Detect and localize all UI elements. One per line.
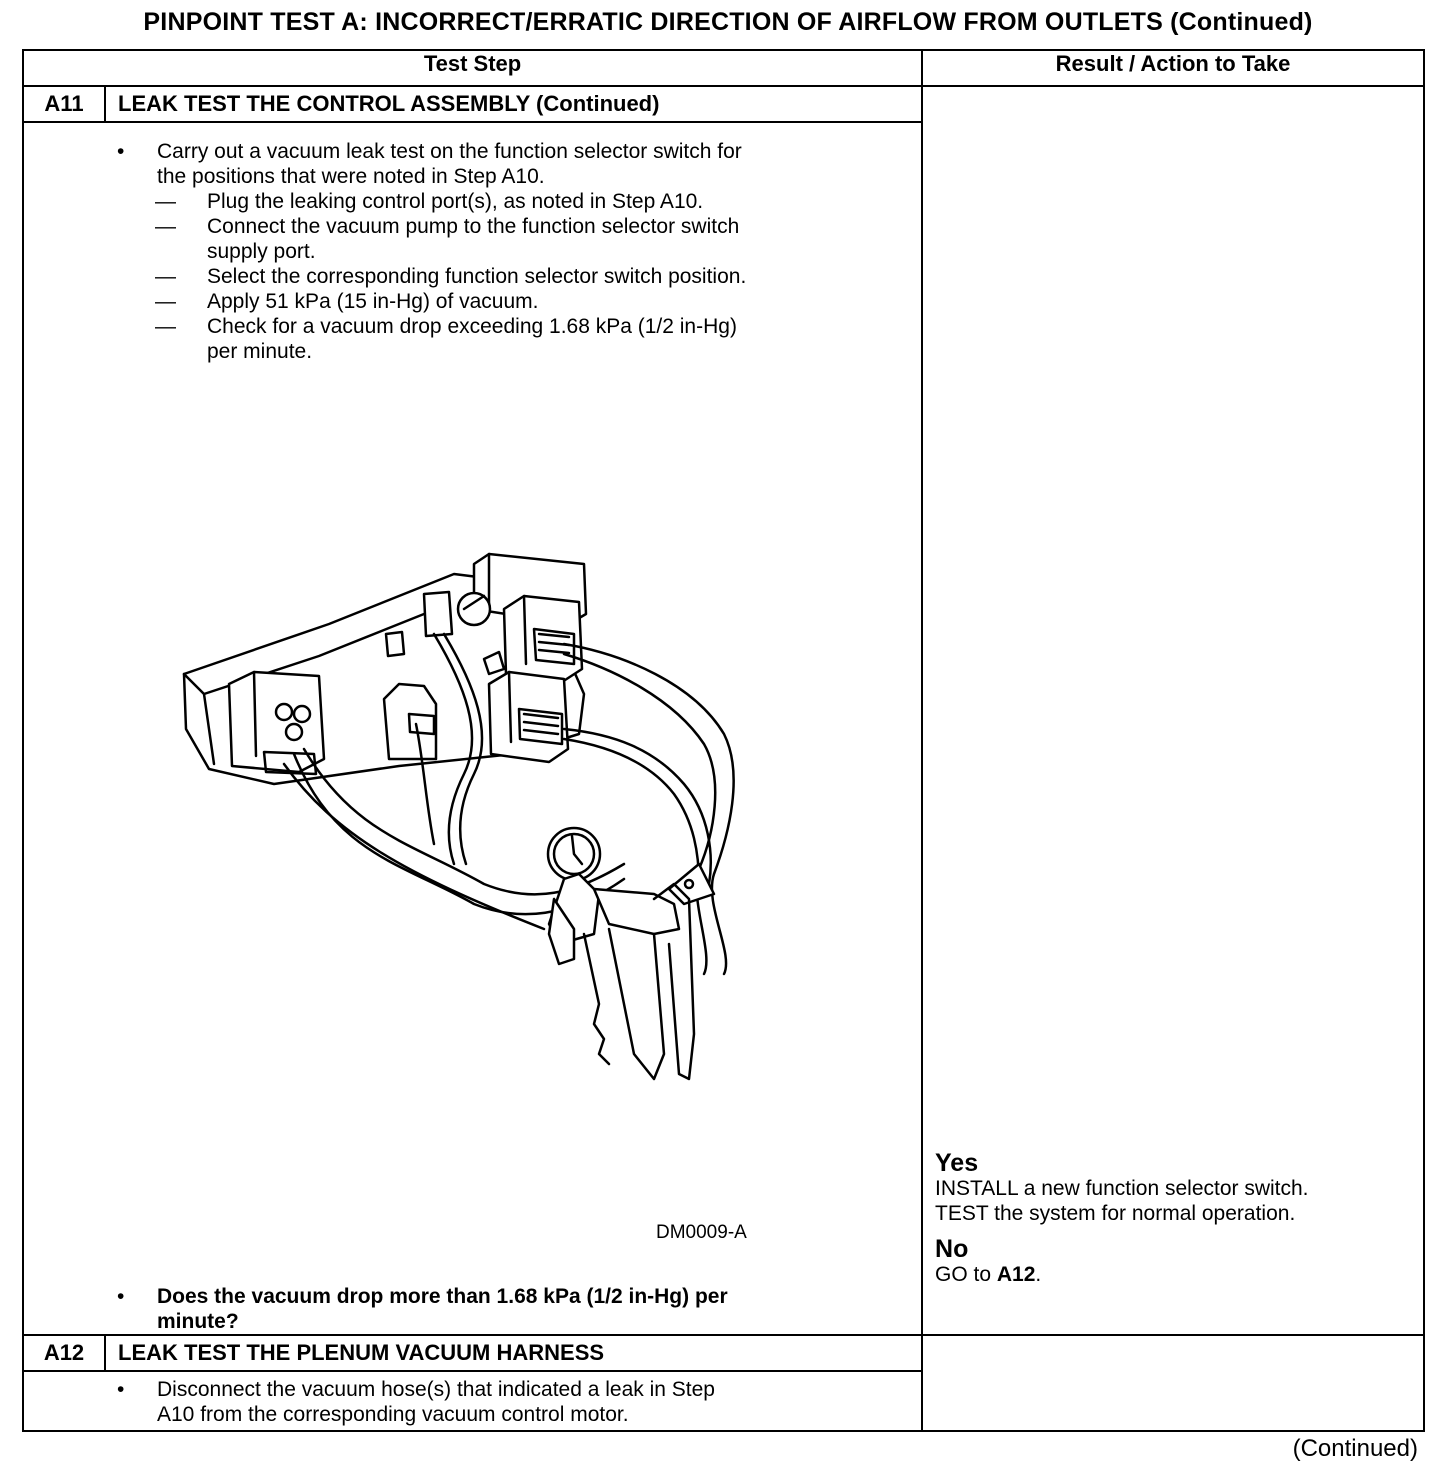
no-action-suffix: . bbox=[1035, 1263, 1042, 1286]
test-step-header: Test Step bbox=[23, 50, 922, 86]
sub-line: per minute. bbox=[207, 340, 313, 363]
result-header: Result / Action to Take bbox=[922, 50, 1424, 86]
step-a11-title-row bbox=[23, 86, 1424, 122]
sub-line: Select the corresponding function selector switch position. bbox=[207, 265, 747, 288]
dash-glyph: — bbox=[155, 265, 176, 288]
step-a11-result-cell bbox=[922, 86, 1424, 1335]
no-result bbox=[935, 1236, 1041, 1287]
table-header-row bbox=[23, 50, 1424, 86]
step-id: A11 bbox=[23, 86, 105, 122]
bullet-item bbox=[24, 139, 921, 189]
bullet-glyph: • bbox=[117, 1378, 125, 1401]
figure-code: DM0009-A bbox=[656, 1222, 747, 1243]
vacuum-test-illustration bbox=[154, 534, 754, 1094]
bullet-item bbox=[24, 1377, 921, 1427]
bullet-glyph: • bbox=[117, 1285, 125, 1308]
footer-continued: (Continued) bbox=[1292, 1435, 1418, 1462]
illustration bbox=[24, 364, 921, 1284]
yes-result bbox=[935, 1150, 1309, 1226]
step-a12-title-row bbox=[23, 1335, 1424, 1371]
yes-label: Yes bbox=[935, 1149, 979, 1177]
sub-item bbox=[24, 214, 921, 264]
bullet-line: the positions that were noted in Step A10. bbox=[157, 165, 545, 188]
pinpoint-test-table bbox=[22, 49, 1425, 1432]
sub-item bbox=[24, 264, 921, 289]
dash-glyph: — bbox=[155, 190, 176, 213]
sub-line: Connect the vacuum pump to the function selector switch bbox=[207, 215, 740, 238]
dash-glyph: — bbox=[155, 215, 176, 238]
no-action-target: A12 bbox=[996, 1263, 1036, 1286]
sub-line: supply port. bbox=[207, 240, 316, 263]
question-line: Does the vacuum drop more than 1.68 kPa (1/2 in-Hg) per bbox=[157, 1285, 728, 1308]
page-title: PINPOINT TEST A: INCORRECT/ERRATIC DIRECTION OF AIRFLOW FROM OUTLETS (Continued) bbox=[143, 8, 1313, 36]
step-title: LEAK TEST THE PLENUM VACUUM HARNESS bbox=[105, 1335, 922, 1371]
sub-line: Plug the leaking control port(s), as noted in Step A10. bbox=[207, 190, 704, 213]
step-title: LEAK TEST THE CONTROL ASSEMBLY (Continued) bbox=[105, 86, 922, 122]
sub-item bbox=[24, 189, 921, 214]
sub-line: Apply 51 kPa (15 in-Hg) of vacuum. bbox=[207, 290, 539, 313]
yes-action-line: TEST the system for normal operation. bbox=[935, 1202, 1296, 1225]
step-id: A12 bbox=[23, 1335, 105, 1371]
no-label: No bbox=[935, 1235, 969, 1263]
bullet-line: Disconnect the vacuum hose(s) that indicated a leak in Step bbox=[157, 1378, 715, 1401]
no-action-line bbox=[935, 1262, 1041, 1287]
sub-line: Check for a vacuum drop exceeding 1.68 kPa (1/2 in-Hg) bbox=[207, 315, 737, 338]
no-action-prefix: GO to bbox=[935, 1263, 997, 1286]
question-line: minute? bbox=[157, 1310, 239, 1333]
bullet-line: Carry out a vacuum leak test on the function selector switch for bbox=[157, 140, 742, 163]
sub-item bbox=[24, 289, 921, 314]
dash-glyph: — bbox=[155, 290, 176, 313]
step-a12-body bbox=[23, 1371, 922, 1431]
sub-item bbox=[24, 314, 921, 364]
bullet-line: A10 from the corresponding vacuum control motor. bbox=[157, 1403, 629, 1426]
step-a11-body bbox=[23, 122, 922, 1335]
yes-action-line: INSTALL a new function selector switch. bbox=[935, 1177, 1309, 1200]
step-a12-result-cell bbox=[922, 1335, 1424, 1431]
question-item bbox=[24, 1284, 921, 1334]
bullet-glyph: • bbox=[117, 140, 125, 163]
dash-glyph: — bbox=[155, 315, 176, 338]
